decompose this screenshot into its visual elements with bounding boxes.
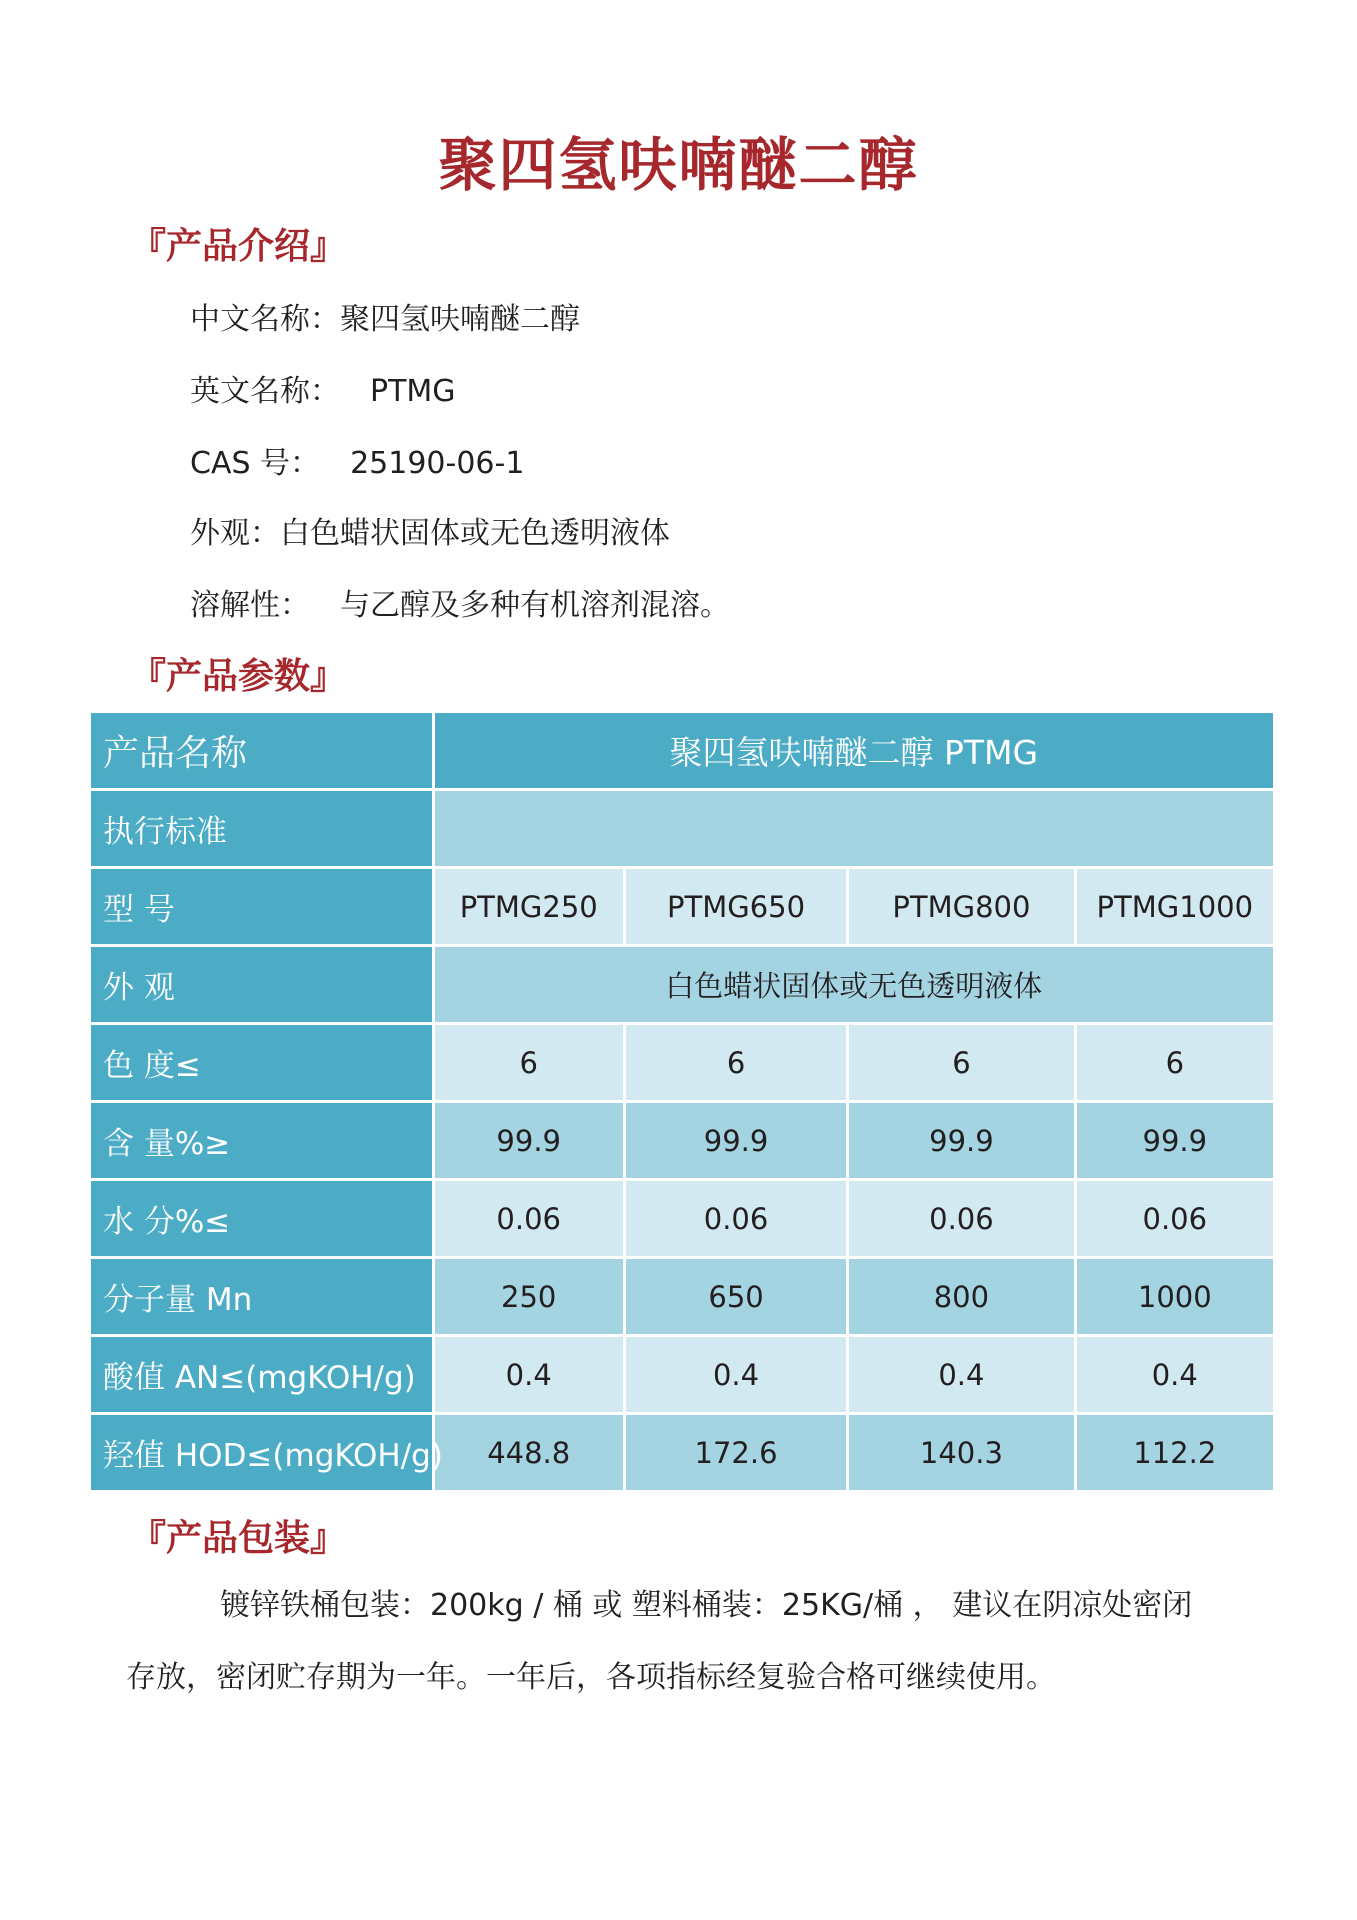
value-cell: 0.4 xyxy=(435,1337,623,1412)
header-label-cell: 产品名称 xyxy=(91,713,432,788)
cas-line xyxy=(190,438,524,482)
section-heading-params: 『产品参数』 xyxy=(130,656,347,697)
value-cell: 6 xyxy=(626,1025,846,1100)
en-name-value: PTMG xyxy=(370,374,456,409)
model-row xyxy=(91,869,1273,944)
parameter-table xyxy=(88,710,1276,1493)
table-row xyxy=(91,1415,1273,1490)
value-cell: 140.3 xyxy=(849,1415,1073,1490)
model-cell: PTMG250 xyxy=(435,869,623,944)
value-cell: 6 xyxy=(1077,1025,1273,1100)
table-row xyxy=(91,1337,1273,1412)
appearance-value: 白色蜡状固体或无色透明液体 xyxy=(280,516,670,551)
value-cell: 99.9 xyxy=(1077,1103,1273,1178)
table-row xyxy=(91,1181,1273,1256)
appearance-value-cell: 白色蜡状固体或无色透明液体 xyxy=(435,947,1273,1022)
value-cell: 0.4 xyxy=(849,1337,1073,1412)
table-row xyxy=(91,1103,1273,1178)
appearance-label-cell: 外 观 xyxy=(91,947,432,1022)
value-cell: 99.9 xyxy=(435,1103,623,1178)
packaging-paragraph xyxy=(126,1570,1246,1714)
cas-label: CAS 号： xyxy=(190,446,321,481)
value-cell: 6 xyxy=(849,1025,1073,1100)
cn-name-line xyxy=(190,294,580,338)
row-label-cell: 水 分%≤ xyxy=(91,1181,432,1256)
solubility-label: 溶解性： xyxy=(190,588,310,623)
row-label-cell: 色 度≤ xyxy=(91,1025,432,1100)
value-cell: 0.06 xyxy=(435,1181,623,1256)
value-cell: 0.06 xyxy=(849,1181,1073,1256)
solubility-value: 与乙醇及多种有机溶剂混溶。 xyxy=(340,588,730,623)
value-cell: 650 xyxy=(626,1259,846,1334)
value-cell: 99.9 xyxy=(849,1103,1073,1178)
en-name-label: 英文名称： xyxy=(190,374,340,409)
appearance-label: 外观： xyxy=(190,516,280,551)
value-cell: 250 xyxy=(435,1259,623,1334)
value-cell: 112.2 xyxy=(1077,1415,1273,1490)
standard-row xyxy=(91,791,1273,866)
row-label-cell: 含 量%≥ xyxy=(91,1103,432,1178)
en-name-line xyxy=(190,366,456,410)
standard-value-cell xyxy=(435,791,1273,866)
packaging-line-1: 镀锌铁桶包装：200kg / 桶 或 塑料桶装：25KG/桶 ， 建议在阴凉处密闭 xyxy=(220,1588,1193,1623)
model-cell: PTMG1000 xyxy=(1077,869,1273,944)
value-cell: 0.06 xyxy=(1077,1181,1273,1256)
table-row xyxy=(91,1025,1273,1100)
cas-value: 25190-06-1 xyxy=(350,446,525,481)
row-label-cell: 酸值 AN≤(mgKOH/g) xyxy=(91,1337,432,1412)
table-header-row xyxy=(91,713,1273,788)
row-label-cell: 分子量 Mn xyxy=(91,1259,432,1334)
section-heading-intro: 『产品介绍』 xyxy=(130,226,347,267)
cn-name-label: 中文名称： xyxy=(190,302,340,337)
value-cell: 800 xyxy=(849,1259,1073,1334)
value-cell: 6 xyxy=(435,1025,623,1100)
model-label-cell: 型 号 xyxy=(91,869,432,944)
value-cell: 1000 xyxy=(1077,1259,1273,1334)
cn-name-value: 聚四氢呋喃醚二醇 xyxy=(340,302,580,337)
solubility-line xyxy=(190,580,730,624)
value-cell: 0.4 xyxy=(1077,1337,1273,1412)
page-title: 聚四氢呋喃醚二醇 xyxy=(438,131,919,199)
value-cell: 0.06 xyxy=(626,1181,846,1256)
value-cell: 99.9 xyxy=(626,1103,846,1178)
row-label-cell: 羟值 HOD≤(mgKOH/g) xyxy=(91,1415,432,1490)
model-cell: PTMG650 xyxy=(626,869,846,944)
value-cell: 0.4 xyxy=(626,1337,846,1412)
value-cell: 172.6 xyxy=(626,1415,846,1490)
header-product-name-cell: 聚四氢呋喃醚二醇 PTMG xyxy=(435,713,1273,788)
table-row xyxy=(91,1259,1273,1334)
section-heading-packaging: 『产品包装』 xyxy=(130,1518,347,1559)
appearance-line xyxy=(190,508,670,552)
value-cell: 448.8 xyxy=(435,1415,623,1490)
packaging-line-2: 存放，密闭贮存期为一年。一年后，各项指标经复验合格可继续使用。 xyxy=(126,1660,1056,1695)
model-cell: PTMG800 xyxy=(849,869,1073,944)
appearance-row xyxy=(91,947,1273,1022)
standard-label-cell: 执行标准 xyxy=(91,791,432,866)
